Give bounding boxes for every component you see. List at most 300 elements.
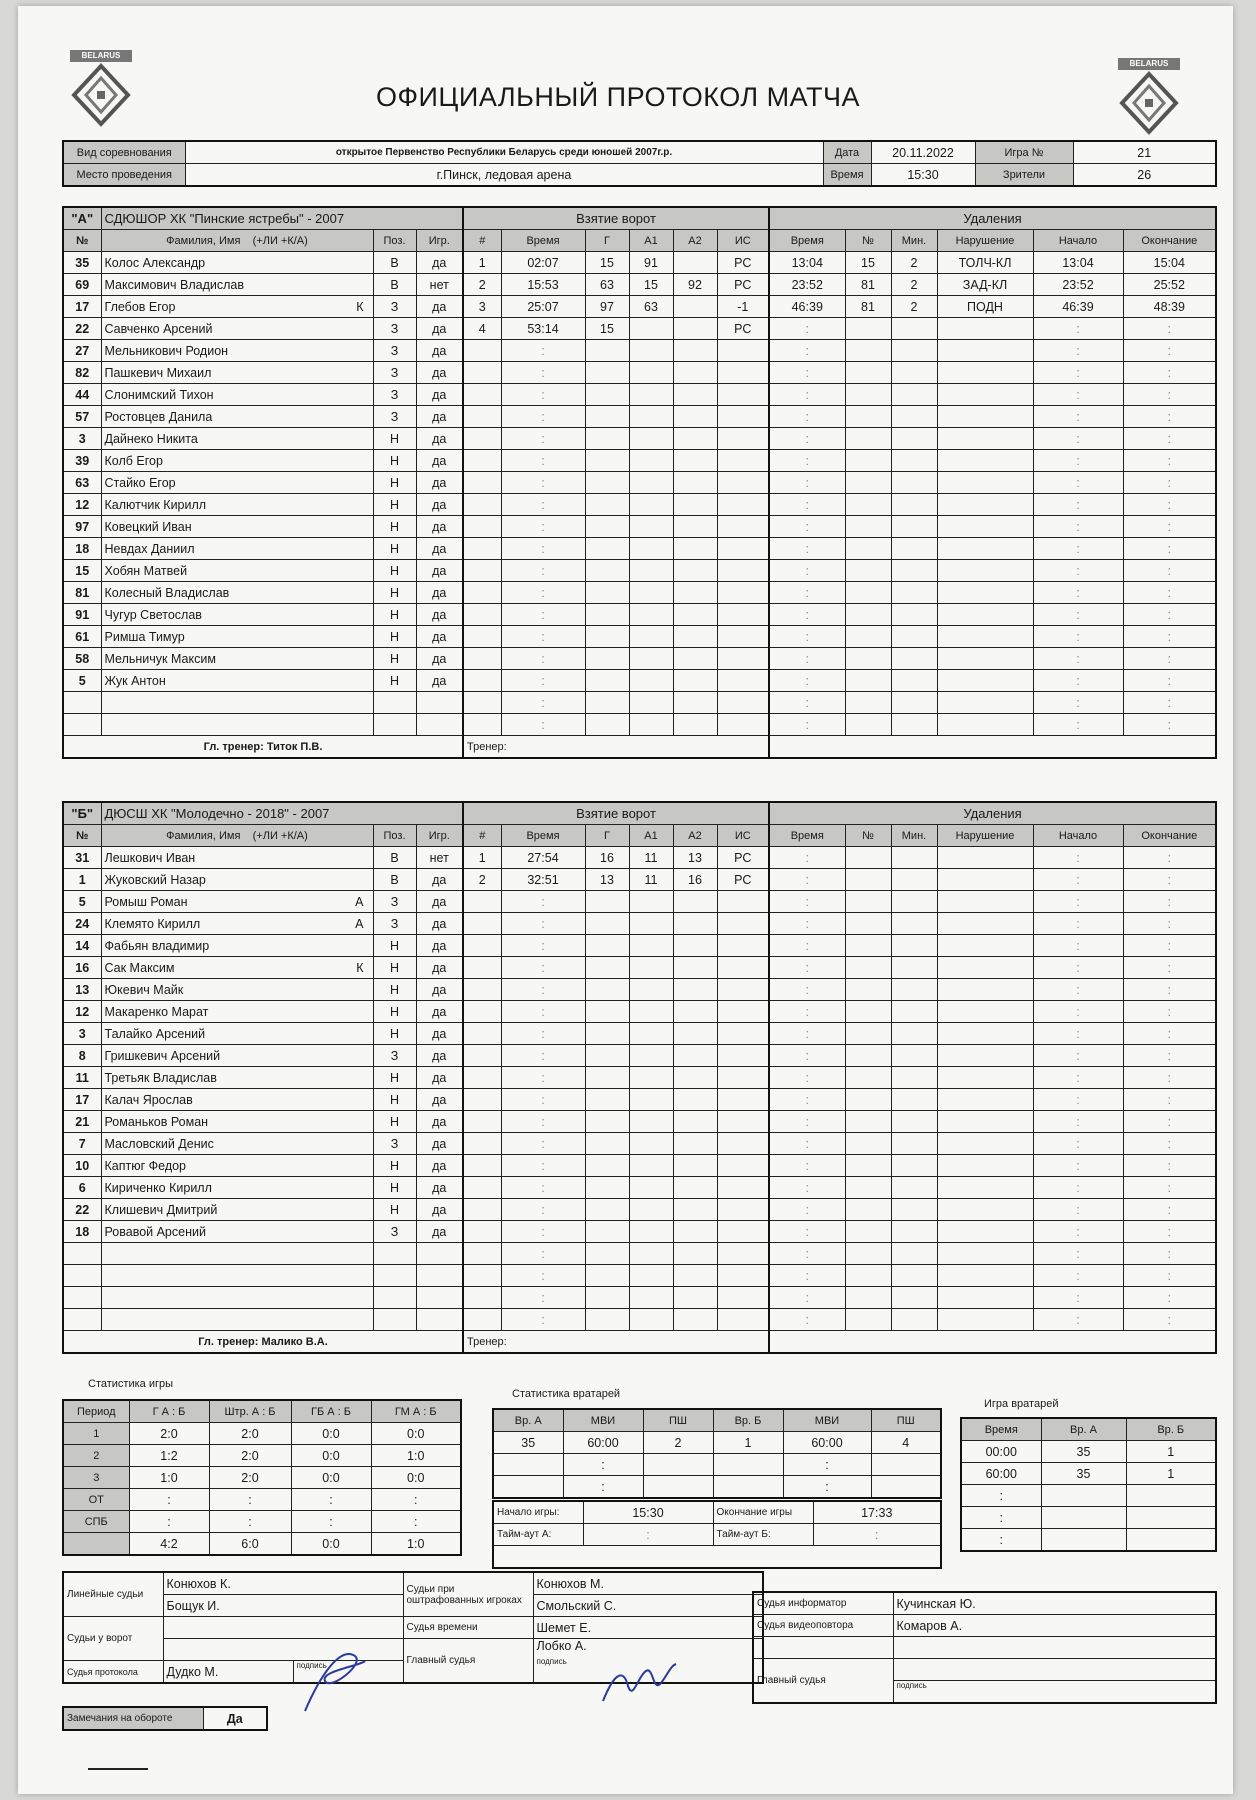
date-label: Дата: [823, 141, 871, 164]
col-goal-no: #: [463, 230, 501, 252]
penalty-cell: [845, 582, 891, 604]
penalty-cell: [845, 340, 891, 362]
penalty-cell: :: [1123, 648, 1216, 670]
goal-cell: [585, 670, 629, 692]
player-row: [63, 1155, 463, 1177]
empty-row: [493, 1546, 941, 1569]
player-position: З: [373, 1045, 416, 1067]
penalty-cell: [937, 538, 1033, 560]
protocol-sheet: [18, 6, 1233, 1794]
col-pos: Поз.: [373, 825, 416, 847]
linesman-1: Конюхов К.: [163, 1572, 403, 1595]
goal-cell: [463, 626, 501, 648]
penalty-cell: :: [1123, 1221, 1216, 1243]
goal-row: [463, 428, 769, 450]
col-pen-time: Время: [769, 825, 845, 847]
player-plays: да: [416, 362, 463, 384]
penalty-cell: [937, 604, 1033, 626]
player-position: [373, 692, 416, 714]
player-plays: нет: [416, 847, 463, 869]
player-row: [63, 1265, 463, 1287]
goal-cell: [585, 891, 629, 913]
penalty-cell: [845, 1243, 891, 1265]
col-goal-time: Время: [501, 825, 585, 847]
penalty-cell: :: [769, 1089, 845, 1111]
penalty-cell: [891, 318, 937, 340]
game-stats-cell: 2:0: [129, 1423, 209, 1445]
penalty-cell: [845, 1287, 891, 1309]
penalty-cell: 15:04: [1123, 252, 1216, 274]
penalty-cell: [891, 1023, 937, 1045]
goal-cell: [673, 450, 717, 472]
penalty-cell: [937, 1001, 1033, 1023]
goal-cell: [717, 560, 769, 582]
penalty-cell: :: [769, 670, 845, 692]
officials-right-table: [752, 1591, 1217, 1704]
goal-cell: [673, 1243, 717, 1265]
team-b-goals: [462, 801, 770, 1354]
penalty-row: [769, 604, 1216, 626]
penalties-title: Удаления: [769, 802, 1216, 825]
goalie-play-cell: [1041, 1507, 1126, 1529]
penalty-cell: :: [769, 1199, 845, 1221]
penalty-cell: :: [1033, 428, 1123, 450]
penalty-cell: 23:52: [769, 274, 845, 296]
goal-cell: [585, 1199, 629, 1221]
end-value: 17:33: [813, 1501, 941, 1524]
goal-cell: [673, 494, 717, 516]
player-position: З: [373, 891, 416, 913]
goal-cell: :: [501, 1067, 585, 1089]
goal-cell: :: [501, 560, 585, 582]
penalty-cell: :: [1033, 935, 1123, 957]
player-name: Римша Тимур: [104, 629, 185, 644]
penalty-cell: :: [1033, 340, 1123, 362]
goal-row: [463, 1001, 769, 1023]
penalty-row: [769, 428, 1216, 450]
penalty-cell: [845, 1001, 891, 1023]
penalty-cell: [845, 626, 891, 648]
goal-cell: 13: [585, 869, 629, 891]
player-number: 18: [63, 1221, 101, 1243]
goal-cell: 15: [585, 318, 629, 340]
goal-cell: [463, 1023, 501, 1045]
goalie-play-cell: :: [961, 1507, 1041, 1529]
penalty-cell: 13:04: [1033, 252, 1123, 274]
goal-cell: :: [501, 1199, 585, 1221]
goal-cell: :: [501, 494, 585, 516]
player-row: [63, 913, 463, 935]
goalie-stats-header: МВИ: [563, 1409, 643, 1432]
captain-mark: А: [355, 894, 364, 909]
goal-cell: :: [501, 516, 585, 538]
goal-row: [463, 957, 769, 979]
penalty-cell: :: [769, 1221, 845, 1243]
goal-cell: [585, 1067, 629, 1089]
player-position: Н: [373, 1155, 416, 1177]
penalty-cell: :: [1123, 450, 1216, 472]
goal-cell: [673, 296, 717, 318]
goal-cell: :: [501, 582, 585, 604]
goal-row: [463, 847, 769, 869]
goal-cell: [463, 1001, 501, 1023]
penalty-cell: [891, 1221, 937, 1243]
goal-cell: [673, 1177, 717, 1199]
goal-cell: [585, 1133, 629, 1155]
col-assist-2: А2: [673, 825, 717, 847]
player-row: [63, 1023, 463, 1045]
informer-value: Кучинская Ю.: [893, 1592, 1216, 1615]
goal-cell: [463, 450, 501, 472]
goal-cell: [673, 913, 717, 935]
goal-cell: 15: [629, 274, 673, 296]
penalty-cell: [891, 450, 937, 472]
game-stats-cell: 3: [63, 1467, 129, 1489]
goal-cell: :: [501, 692, 585, 714]
game-stats-cell: 0:0: [371, 1423, 461, 1445]
penalty-cell: [891, 472, 937, 494]
page-title: ОФИЦИАЛЬНЫЙ ПРОТОКОЛ МАТЧА: [376, 82, 860, 112]
game-stats-row: [63, 1511, 461, 1533]
video-value: Комаров А.: [893, 1615, 1216, 1637]
goalie-stats-cell: :: [783, 1454, 871, 1476]
player-position: Н: [373, 538, 416, 560]
goalie-stats-row: [493, 1432, 941, 1454]
goal-row: [463, 384, 769, 406]
goal-cell: [673, 538, 717, 560]
goal-cell: [673, 406, 717, 428]
player-name: Мельничук Максим: [104, 651, 216, 666]
player-name: Гришкевич Арсений: [104, 1048, 221, 1063]
penalty-cell: :: [1033, 913, 1123, 935]
player-position: В: [373, 274, 416, 296]
player-name-cell: [101, 1265, 373, 1287]
penalty-cell: [845, 847, 891, 869]
player-plays: да: [416, 1045, 463, 1067]
penalty-cell: :: [1123, 1243, 1216, 1265]
goal-cell: [585, 1309, 629, 1331]
player-position: Н: [373, 494, 416, 516]
player-number: [63, 714, 101, 736]
penalty-cell: :: [1123, 362, 1216, 384]
player-row: [63, 274, 463, 296]
player-row: [63, 252, 463, 274]
game-stats-cell: 0:0: [291, 1467, 371, 1489]
player-position: Н: [373, 957, 416, 979]
game-stats-cell: [63, 1533, 129, 1556]
goal-cell: [717, 714, 769, 736]
penalty-cell: :: [769, 913, 845, 935]
player-position: В: [373, 252, 416, 274]
penalty-cell: [937, 1155, 1033, 1177]
venue-label: Место проведения: [63, 164, 185, 187]
goal-cell: 11: [629, 847, 673, 869]
goal-cell: :: [501, 913, 585, 935]
penalty-cell: :: [769, 1155, 845, 1177]
penalty-row: [769, 692, 1216, 714]
goal-cell: [463, 1309, 501, 1331]
player-number: 81: [63, 582, 101, 604]
penalty-cell: [891, 406, 937, 428]
penalty-cell: [937, 516, 1033, 538]
player-position: Н: [373, 1001, 416, 1023]
goal-cell: 53:14: [501, 318, 585, 340]
col-play: Игр.: [416, 230, 463, 252]
player-name-cell: [101, 604, 373, 626]
player-plays: да: [416, 648, 463, 670]
signature-scorer-icon: [300, 1636, 370, 1716]
goal-cell: [673, 560, 717, 582]
player-name-cell: [101, 979, 373, 1001]
informer-label: Судья информатор: [753, 1592, 893, 1615]
penalty-cell: :: [1123, 340, 1216, 362]
player-row: [63, 670, 463, 692]
goalie-play-cell: [1041, 1485, 1126, 1507]
penalty-cell: :: [769, 1177, 845, 1199]
goal-cell: [585, 648, 629, 670]
penalty-cell: [937, 1309, 1033, 1331]
penalty-row: [769, 979, 1216, 1001]
penalty-cell: [891, 1001, 937, 1023]
game-stats-cell: 1:0: [371, 1445, 461, 1467]
goal-cell: [463, 957, 501, 979]
player-name-cell: [101, 1089, 373, 1111]
goalie-play-cell: :: [961, 1485, 1041, 1507]
game-stats-cell: 1:0: [129, 1467, 209, 1489]
goal-cell: [585, 1265, 629, 1287]
goal-cell: [585, 1023, 629, 1045]
penalty-cell: [891, 847, 937, 869]
penalty-cell: :: [1033, 847, 1123, 869]
penalty-cell: [845, 714, 891, 736]
penalty-cell: :: [1033, 626, 1123, 648]
signature-label: подпись: [536, 1657, 567, 1666]
penalty-row: [769, 1265, 1216, 1287]
player-name-cell: [101, 1045, 373, 1067]
player-plays: да: [416, 1155, 463, 1177]
goal-cell: [673, 891, 717, 913]
penalty-cell: [937, 1265, 1033, 1287]
player-plays: [416, 1309, 463, 1331]
player-plays: нет: [416, 274, 463, 296]
goal-cell: [717, 428, 769, 450]
game-stats-cell: :: [371, 1511, 461, 1533]
goal-cell: :: [501, 472, 585, 494]
player-name-cell: [101, 318, 373, 340]
col-pen-no: №: [845, 825, 891, 847]
player-position: Н: [373, 1067, 416, 1089]
goal-cell: [463, 1111, 501, 1133]
team-a-penalties: [768, 206, 1217, 759]
goal-row: [463, 340, 769, 362]
penalty-row: [769, 296, 1216, 318]
penalty-cell: :: [769, 1133, 845, 1155]
penalty-row: [769, 847, 1216, 869]
goal-cell: [585, 516, 629, 538]
penalty-cell: :: [1033, 1111, 1123, 1133]
start-value: 15:30: [583, 1501, 713, 1524]
goal-cell: [585, 604, 629, 626]
col-name-label: Фамилия, Имя: [166, 234, 241, 247]
goal-cell: :: [501, 1133, 585, 1155]
player-number: 15: [63, 560, 101, 582]
penalty-cell: [937, 891, 1033, 913]
penalty-cell: :: [1123, 891, 1216, 913]
goal-cell: [463, 1045, 501, 1067]
game-no-value: 21: [1073, 141, 1216, 164]
col-no: №: [63, 825, 101, 847]
penalty-cell: [891, 1067, 937, 1089]
penalty-cell: :: [1123, 626, 1216, 648]
penalty-row: [769, 1177, 1216, 1199]
player-name-cell: [101, 1133, 373, 1155]
penalty-judges-label: Судьи при оштрафованных игроках: [403, 1572, 533, 1617]
goal-cell: [673, 516, 717, 538]
penalty-row: [769, 1155, 1216, 1177]
player-position: Н: [373, 1111, 416, 1133]
penalty-cell: :: [1033, 670, 1123, 692]
player-number: 21: [63, 1111, 101, 1133]
player-name-cell: [101, 626, 373, 648]
player-row: [63, 538, 463, 560]
player-number: 3: [63, 1023, 101, 1045]
penalty-cell: [891, 428, 937, 450]
penalty-cell: :: [1123, 1199, 1216, 1221]
penalty-cell: 13:04: [769, 252, 845, 274]
goal-cell: [717, 472, 769, 494]
player-name-cell: [101, 913, 373, 935]
goal-cell: [585, 406, 629, 428]
penalty-cell: [891, 1243, 937, 1265]
goal-cell: [629, 472, 673, 494]
penalty-row: [769, 913, 1216, 935]
time-label: Время: [823, 164, 871, 187]
goal-cell: [629, 538, 673, 560]
goal-cell: [585, 714, 629, 736]
player-name-cell: [101, 1111, 373, 1133]
player-row: [63, 957, 463, 979]
goal-row: [463, 362, 769, 384]
penalty-row: [769, 450, 1216, 472]
goal-cell: [463, 1221, 501, 1243]
goal-cell: :: [501, 957, 585, 979]
player-row: [63, 560, 463, 582]
goalie-stats-header: ПШ: [871, 1409, 941, 1432]
linesman-2: Бощук И.: [163, 1595, 403, 1617]
goal-cell: 3: [463, 296, 501, 318]
penalty-row: [769, 516, 1216, 538]
player-number: 39: [63, 450, 101, 472]
goal-cell: [717, 340, 769, 362]
player-number: 3: [63, 428, 101, 450]
player-name: Чугур Светослав: [104, 607, 202, 622]
game-stats-cell: 0:0: [291, 1533, 371, 1556]
penalty-cell: :: [1123, 957, 1216, 979]
penalty-cell: [937, 648, 1033, 670]
penalty-cell: :: [769, 1111, 845, 1133]
game-stats-cell: 2: [63, 1445, 129, 1467]
goal-cell: 97: [585, 296, 629, 318]
penalty-cell: [891, 626, 937, 648]
goal-cell: [463, 714, 501, 736]
penalty-cell: :: [769, 979, 845, 1001]
penalty-cell: :: [1033, 692, 1123, 714]
goal-cell: [629, 670, 673, 692]
goal-cell: [717, 450, 769, 472]
player-plays: да: [416, 428, 463, 450]
player-name: Ковецкий Иван: [104, 519, 192, 534]
goal-cell: [585, 428, 629, 450]
player-position: Н: [373, 450, 416, 472]
penalty-cell: [937, 560, 1033, 582]
goal-cell: :: [501, 1309, 585, 1331]
penalty-cell: :: [1033, 1155, 1123, 1177]
penalty-cell: [937, 340, 1033, 362]
penalty-cell: :: [1033, 1221, 1123, 1243]
penalty-cell: :: [1033, 538, 1123, 560]
goal-cell: [585, 1045, 629, 1067]
player-plays: да: [416, 1067, 463, 1089]
penalty-cell: :: [769, 714, 845, 736]
player-plays: да: [416, 935, 463, 957]
goal-cell: [463, 913, 501, 935]
game-stats-header: ГБ А : Б: [291, 1400, 371, 1423]
goalie-stats-cell: 60:00: [783, 1432, 871, 1454]
goal-cell: [585, 1177, 629, 1199]
player-plays: да: [416, 1023, 463, 1045]
penalty-cell: 48:39: [1123, 296, 1216, 318]
player-name: Кириченко Кирилл: [104, 1180, 212, 1195]
empty-footer: [769, 736, 1216, 759]
player-row: [63, 935, 463, 957]
player-number: 35: [63, 252, 101, 274]
goal-cell: [717, 692, 769, 714]
player-name: Ростовцев Данила: [104, 409, 213, 424]
goal-cell: -1: [717, 296, 769, 318]
player-plays: да: [416, 891, 463, 913]
player-plays: да: [416, 869, 463, 891]
goal-row: [463, 670, 769, 692]
goal-row: [463, 450, 769, 472]
player-position: Н: [373, 626, 416, 648]
penalty-row: [769, 670, 1216, 692]
goal-cell: [463, 1067, 501, 1089]
player-position: З: [373, 296, 416, 318]
player-row: [63, 1199, 463, 1221]
logo-text: BELARUS: [70, 50, 132, 62]
penalty-cell: [845, 1111, 891, 1133]
penalty-cell: :: [1033, 516, 1123, 538]
player-number: 97: [63, 516, 101, 538]
goal-cell: [717, 979, 769, 1001]
penalty-cell: 81: [845, 296, 891, 318]
goalie-play-header: Вр. А: [1041, 1418, 1126, 1441]
penalty-row: [769, 406, 1216, 428]
goalie-play-header: Время: [961, 1418, 1041, 1441]
col-no: №: [63, 230, 101, 252]
goalie-play-row: [961, 1485, 1216, 1507]
player-name-cell: [101, 891, 373, 913]
goal-cell: :: [501, 428, 585, 450]
timeout-b-label: Тайм-аут Б:: [713, 1524, 813, 1546]
goal-cell: :: [501, 935, 585, 957]
penalty-cell: [845, 648, 891, 670]
penalty-cell: [891, 1309, 937, 1331]
penalty-cell: :: [769, 869, 845, 891]
player-row: [63, 1243, 463, 1265]
player-number: 44: [63, 384, 101, 406]
penalty-cell: :: [769, 626, 845, 648]
